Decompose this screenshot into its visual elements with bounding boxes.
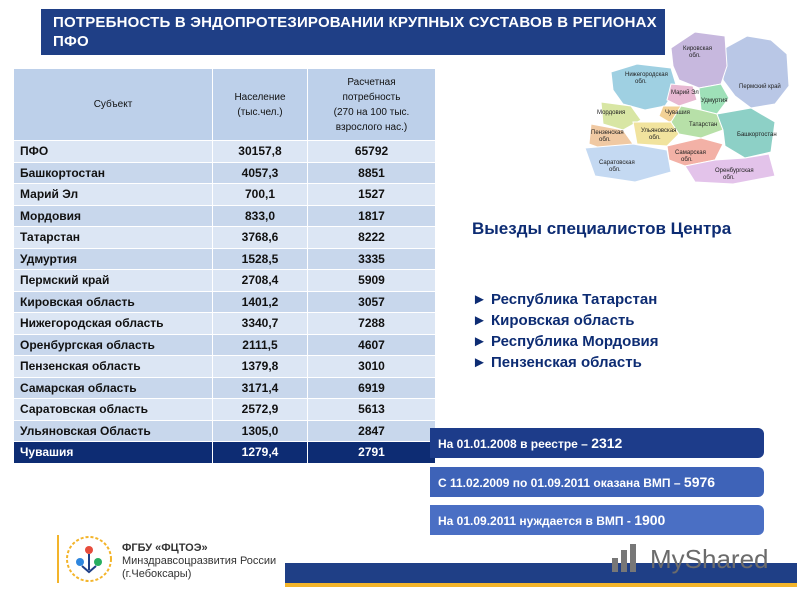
watermark-text: MyShared: [650, 544, 769, 574]
table-row: [14, 377, 436, 399]
map-label-kirov2: обл.: [689, 53, 701, 59]
row-name: Саратовская область: [14, 399, 213, 421]
row-population: 833,0: [213, 205, 308, 227]
map-label-saratov2: обл.: [609, 167, 621, 173]
header-population: [213, 69, 308, 141]
row-population: 2708,4: [213, 270, 308, 292]
table-row: [14, 399, 436, 421]
row-need: 1527: [308, 184, 436, 206]
row-name: Удмуртия: [14, 248, 213, 270]
row-population: 1379,8: [213, 356, 308, 378]
row-need: 65792: [308, 141, 436, 163]
visits-list: [472, 289, 659, 373]
row-need: 6919: [308, 377, 436, 399]
row-need: 3010: [308, 356, 436, 378]
map-region-kirov: [671, 32, 727, 88]
row-need: 2791: [308, 442, 436, 464]
list-item: ► Кировская область: [472, 312, 635, 329]
map-label-mordov: Мордовия: [597, 110, 626, 116]
table-row: [14, 248, 436, 270]
stat-provided: [430, 467, 764, 497]
org-info: [122, 542, 276, 581]
row-name: Чувашия: [14, 442, 213, 464]
map-label-penza2: обл.: [599, 137, 611, 143]
row-name: Нижегородская область: [14, 313, 213, 335]
pfo-regions-map: [575, 26, 795, 186]
header-need: [308, 69, 436, 141]
list-item: ► Пензенская область: [472, 354, 642, 371]
stat-provided-value: 5976: [683, 474, 716, 490]
watermark: [608, 540, 778, 576]
row-need: 2847: [308, 420, 436, 442]
stat-provided-text: С 11.02.2009 по 01.09.2011 оказана ВМП –: [438, 476, 684, 490]
header-need-line2: потребность: [342, 91, 401, 103]
table-row: [14, 356, 436, 378]
row-need: 1817: [308, 205, 436, 227]
row-population: 1305,0: [213, 420, 308, 442]
row-population: 4057,3: [213, 162, 308, 184]
map-label-samara: Самарская: [675, 150, 706, 156]
row-population: 30157,8: [213, 141, 308, 163]
map-label-kirov: Кировская: [683, 46, 712, 52]
row-population: 2572,9: [213, 399, 308, 421]
row-name: Самарская область: [14, 377, 213, 399]
table-row: [14, 334, 436, 356]
row-population: 1279,4: [213, 442, 308, 464]
stat-registry-value: 2312: [591, 435, 623, 451]
table-row: [14, 291, 436, 313]
map-label-orenburg2: обл.: [723, 175, 735, 181]
row-name: Кировская область: [14, 291, 213, 313]
stat-registry-text: На 01.01.2008 в реестре –: [438, 437, 592, 451]
table-row: [14, 313, 436, 335]
row-name: Башкортостан: [14, 162, 213, 184]
watermark-chart-icon: [608, 540, 644, 576]
map-label-chuvash: Чувашия: [665, 110, 690, 116]
table-row: [14, 162, 436, 184]
map-label-udmurt: Удмуртия: [701, 98, 728, 104]
row-name: Пензенская область: [14, 356, 213, 378]
table-row: [14, 227, 436, 249]
stat-registry: [430, 428, 764, 458]
row-name: Мордовия: [14, 205, 213, 227]
map-label-ulyan2: обл.: [649, 135, 661, 141]
row-name: Пермский край: [14, 270, 213, 292]
row-population: 3340,7: [213, 313, 308, 335]
map-label-samara2: обл.: [681, 157, 693, 163]
row-name: ПФО: [14, 141, 213, 163]
header-subject: Субъект: [14, 69, 213, 141]
map-label-penza: Пензенская: [591, 130, 624, 136]
slide-title: ПОТРЕБНОСТЬ В ЭНДОПРОТЕЗИРОВАНИИ КРУПНЫХ СУСТАВОВ В РЕГИОНАХ ПФО: [41, 9, 665, 55]
header-need-line1: Расчетная: [347, 76, 396, 88]
row-need: 5909: [308, 270, 436, 292]
row-population: 700,1: [213, 184, 308, 206]
map-label-nizhegorod2: обл.: [635, 79, 647, 85]
map-label-mariel: Марий Эл: [671, 90, 699, 96]
map-label-ulyan: Ульяновская: [641, 128, 677, 134]
map-label-orenburg: Оренбургская: [715, 168, 754, 174]
map-label-perm: Пермский край: [739, 84, 781, 90]
org-name: ФГБУ «ФЦТОЭ»: [122, 542, 208, 554]
map-label-bashkir: Башкортостан: [737, 132, 777, 138]
table-row: [14, 442, 436, 464]
map-label-tatar: Татарстан: [689, 122, 718, 128]
table-row: [14, 420, 436, 442]
row-need: 3057: [308, 291, 436, 313]
need-table: [13, 68, 436, 464]
org-logo-icon: [64, 534, 114, 584]
header-population-line2: (тыс.чел.): [237, 106, 283, 118]
row-need: 7288: [308, 313, 436, 335]
row-need: 3335: [308, 248, 436, 270]
table-row: [14, 184, 436, 206]
stat-needed-text: На 01.09.2011 нуждается в ВМП -: [438, 514, 635, 528]
table-row: [14, 141, 436, 163]
org-city: (г.Чебоксары): [122, 568, 192, 580]
map-region-ulyan: [633, 122, 679, 146]
row-population: 1401,2: [213, 291, 308, 313]
stat-needed: [430, 505, 764, 535]
row-name: Татарстан: [14, 227, 213, 249]
row-name: Марий Эл: [14, 184, 213, 206]
map-region-perm: [723, 36, 789, 108]
row-need: 4607: [308, 334, 436, 356]
map-label-saratov: Саратовская: [599, 160, 635, 166]
row-need: 8222: [308, 227, 436, 249]
header-need-line3: (270 на 100 тыс.: [333, 106, 410, 118]
table-row: [14, 270, 436, 292]
list-item: ► Республика Мордовия: [472, 333, 659, 350]
row-need: 5613: [308, 399, 436, 421]
row-name: Ульяновская Область: [14, 420, 213, 442]
org-ministry: Минздравсоцразвития России: [122, 555, 277, 567]
header-need-line4: взрослого нас.): [335, 121, 408, 133]
row-need: 8851: [308, 162, 436, 184]
row-population: 3768,6: [213, 227, 308, 249]
footer-accent-stripe: [285, 583, 797, 587]
header-population-line1: Население: [234, 91, 286, 103]
row-population: 3171,4: [213, 377, 308, 399]
table-row: [14, 205, 436, 227]
row-population: 1528,5: [213, 248, 308, 270]
row-name: Оренбургская область: [14, 334, 213, 356]
row-population: 2111,5: [213, 334, 308, 356]
stat-needed-value: 1900: [634, 512, 666, 528]
list-item: ► Республика Татарстан: [472, 291, 658, 308]
map-region-nizhegorod: [611, 64, 677, 110]
map-label-nizhegorod: Нижегородская: [625, 72, 668, 78]
visits-title: Выезды специалистов Центра: [472, 219, 732, 238]
footer-divider: [57, 535, 59, 583]
